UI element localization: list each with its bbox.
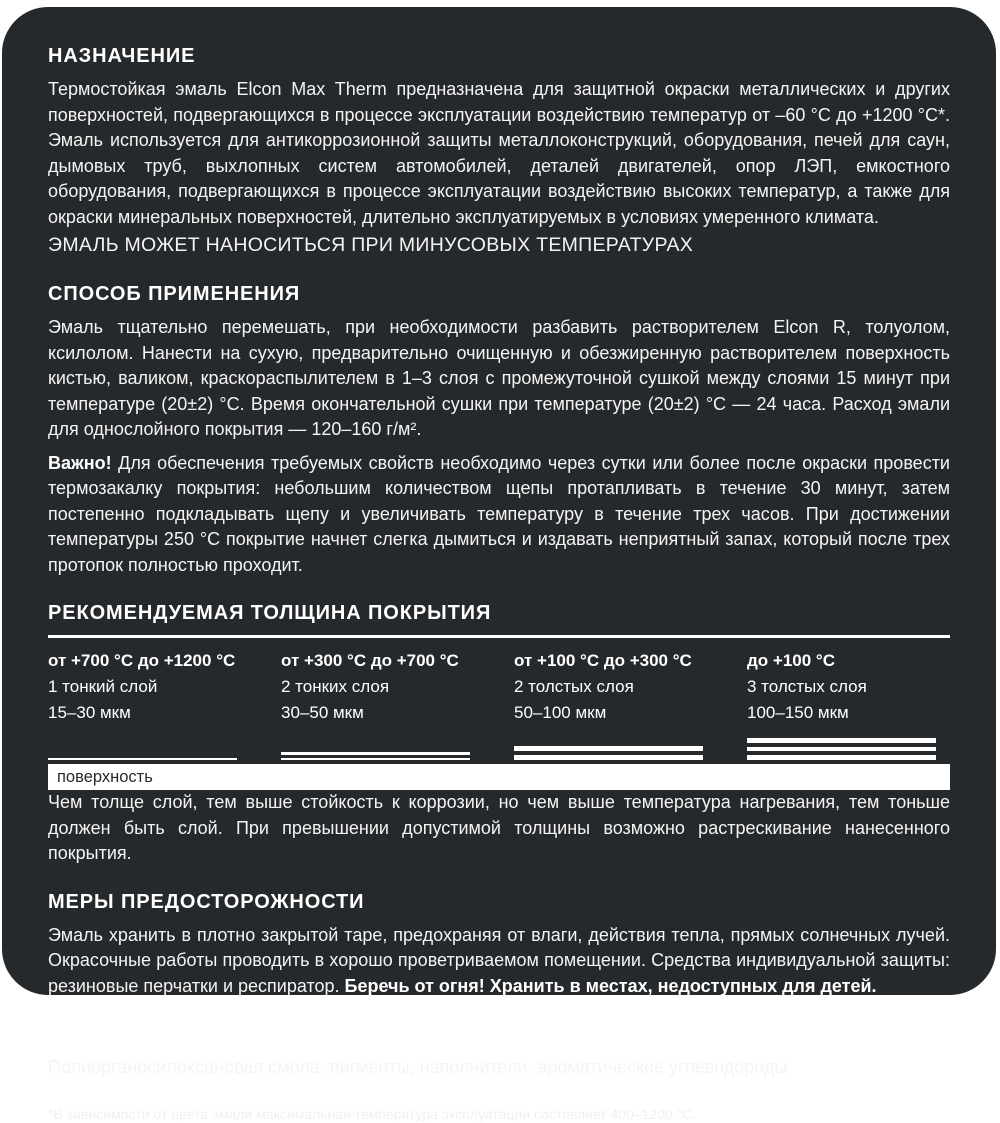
precautions-heading: МЕРЫ ПРЕДОСТОРОЖНОСТИ [48, 890, 365, 913]
layers-label: 2 тонких слоя [281, 677, 390, 696]
temp-range: от +700 °С до +1200 °С [48, 651, 236, 670]
temp-range: от +300 °С до +700 °С [281, 651, 459, 670]
layer-line [514, 746, 703, 751]
important-label: Важно! [48, 452, 112, 473]
layer-line [48, 758, 237, 761]
layer-line [281, 752, 470, 755]
section-precautions [48, 891, 950, 1000]
layers-label: 3 толстых слоя [747, 677, 867, 696]
thickness-note: Чем толще слой, тем выше стойкость к коррозии, но чем выше температура нагревания, тем тоньше должен быть слой. При превышении допустимой толщины возможно растрескивание нанесенного покрытия. [48, 792, 950, 863]
precautions-warning: Беречь от огня! Хранить в местах, недоступных для детей. [344, 975, 877, 996]
section-composition [48, 1023, 950, 1081]
thickness-heading: РЕКОМЕНДУЕМАЯ ТОЛЩИНА ПОКРЫТИЯ [48, 602, 492, 624]
layers-label: 1 тонкий слой [48, 677, 158, 696]
layer-line [747, 755, 936, 760]
layer-diagram [281, 734, 470, 760]
section-application [48, 283, 950, 578]
thickness-column-2 [281, 651, 484, 760]
thickness-column-4 [747, 651, 950, 760]
footnote: *В зависимости от цвета эмали максимальная температура эксплуатации составляет 400–1200 °С. [48, 1105, 697, 1122]
layer-line [281, 758, 470, 761]
temp-range: до +100 °С [747, 651, 835, 670]
thickness-table [48, 651, 950, 760]
thickness-column-3 [514, 651, 717, 760]
surface-bar: поверхность [48, 764, 950, 790]
layer-diagram [514, 734, 703, 760]
purpose-caps-note: ЭМАЛЬ МОЖЕТ НАНОСИТЬСЯ ПРИ МИНУСОВЫХ ТЕМПЕРАТУРАХ [48, 234, 694, 256]
thickness-column-1 [48, 651, 251, 760]
temp-range: от +100 °С до +300 °С [514, 651, 692, 670]
layers-label: 2 толстых слоя [514, 677, 634, 696]
application-important [48, 451, 950, 579]
composition-body: Полиорганосилоксановая смола, пигменты, наполнители, ароматические углеводороды. [48, 1057, 793, 1077]
precautions-body [48, 923, 950, 1000]
microns-label: 100–150 мкм [747, 703, 849, 722]
application-heading: СПОСОБ ПРИМЕНЕНИЯ [48, 283, 301, 305]
layer-line [747, 747, 936, 752]
microns-label: 15–30 мкм [48, 703, 131, 722]
purpose-heading: НАЗНАЧЕНИЕ [48, 45, 196, 67]
important-body: Для обеспечения требуемых свойств необходимо через сутки или более после окраски провести термозакалку покрытия: небольшим количеством щепы протапливать в течение 30 минут, затем постепенно подкладывать щепу и увеличивать температуру в течение трех часов. При достижении температуры 250 °С покрытие начнет слегка дымиться и издавать неприятный запах, который после трех протопок полностью проходит. [48, 452, 950, 575]
precautions-text: Эмаль хранить в плотно закрытой таре, предохраняя от влаги, действия тепла, прямых солнечных лучей. Окрасочные работы проводить в хорошо проветриваемом помещении. Средства индивидуальной защиты: резиновые перчатки и респиратор. [48, 924, 950, 996]
layer-diagram [48, 734, 237, 760]
section-purpose [48, 45, 950, 259]
layer-diagram [747, 734, 936, 760]
section-thickness [48, 602, 950, 867]
composition-heading: СОСТАВ [48, 1023, 137, 1045]
layer-line [514, 755, 703, 760]
microns-label: 50–100 мкм [514, 703, 607, 722]
application-body: Эмаль тщательно перемешать, при необходимости разбавить растворителем Elcon R, толуолом, ксилолом. Нанести на сухую, предварительно очищенную и обезжиренную растворителем поверхность кистью, валиком, краскораспылителем в 1–3 слоя с промежуточной сушкой между слоями 15 минут при температуре (20±2) °С. Время окончательной сушки при температуре (20±2) °С — 24 часа. Расход эмали для однослойного покрытия — 120–160 г/м². [48, 317, 950, 439]
microns-label: 30–50 мкм [281, 703, 364, 722]
layer-line [747, 738, 936, 743]
purpose-body: Термостойкая эмаль Elcon Max Therm предназначена для защитной окраски металлических и других поверхностей, подвергающихся в процессе эксплуатации воздействию температур от –60 °С до +1200 °С*. Эмаль используется для антикоррозионной защиты металлоконструкций, оборудования, печей для саун, дымовых труб, выхлопных систем автомобилей, деталей двигателей, опор ЛЭП, емкостного оборудования, подвергающихся в процессе эксплуатации воздействию высоких температур, а также для окраски минеральных поверхностей, длительно эксплуатируемых в условиях умеренного климата. [48, 79, 950, 227]
product-info-card [2, 7, 996, 1122]
thickness-top-rule [48, 635, 950, 638]
